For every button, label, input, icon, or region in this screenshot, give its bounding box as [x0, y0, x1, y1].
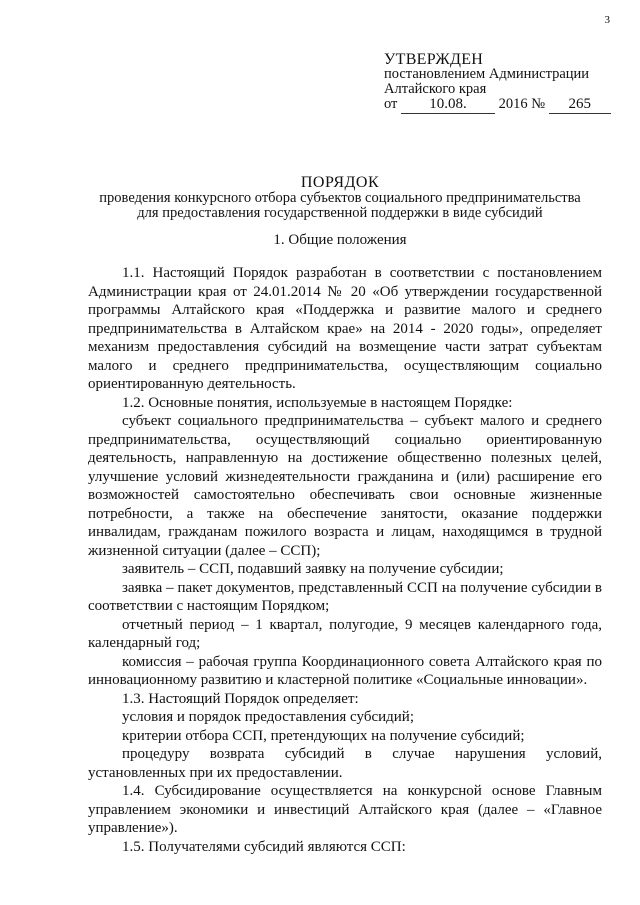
- list-item-refund: процедуру возврата субсидий в случае нарушения условий, установленных при их предоставлении.: [88, 746, 602, 781]
- definition-applicant: заявитель – ССП, подавший заявку на получение субсидии;: [122, 561, 504, 577]
- section-heading: 1. Общие положения: [273, 232, 407, 248]
- approval-stamp-block: [384, 52, 624, 114]
- document-subtitle-line-2: для предоставления государственной поддержки в виде субсидий: [137, 205, 543, 221]
- paragraph-1-1: 1.1. Настоящий Порядок разработан в соответствии с постановлением Администрации края от 24.01.2014 № 20 «Об утверждении государственной программы Алтайского края «Поддержка и развитие малого и среднего предпринимательства в Алтайском крае» на 2014 - 2020 годы», определяет механизм предоставления субсидий на возмещение части затрат субъектам малого и среднего предпринимательства, осуществляющим социально ориентированную деятельность.: [88, 265, 602, 392]
- approval-line-2: Алтайского края: [384, 81, 487, 97]
- paragraph-1-3: 1.3. Настоящий Порядок определяет:: [122, 690, 359, 707]
- paragraph-1-5: 1.5. Получателями субсидий являются ССП:: [122, 838, 406, 855]
- paragraph-1-2: 1.2. Основные понятия, используемые в настоящем Порядке:: [122, 394, 513, 411]
- definition-reporting-period: отчетный период – 1 квартал, полугодие, 9 месяцев календарного года, календарный год;: [88, 616, 602, 651]
- document-subtitle-line-1: проведения конкурсного отбора субъектов социального предпринимательства: [99, 190, 581, 206]
- approval-line-1: постановлением Администрации: [384, 66, 590, 82]
- approval-date-field: 10.08.: [401, 98, 495, 114]
- definition-commission: комиссия – рабочая группа Координационного совета Алтайского края по инновационному развитию и кластерной политике «Социальные инновации».: [88, 653, 602, 688]
- definition-ssp: субъект социального предпринимательства – субъект малого и среднего предпринимательства, осуществляющий социально ориентированную деятельность, направленную на достижение общественно полезных целей, улучшение условий жизнедеятельности гражданина и (или) расширение его возможностей самостоятельно обеспечивать свои основные жизненные потребности, а также на обеспечение занятости, оказание поддержки инвалидам, гражданам пожилого возраста и лицам, находящимся в трудной жизненной ситуации (далее – ССП);: [88, 413, 602, 559]
- definition-application: заявка – пакет документов, представленный ССП на получение субсидии в соответствии с настоящим Порядком;: [88, 579, 602, 614]
- document-title: ПОРЯДОК: [300, 174, 380, 191]
- page-number: 3: [604, 14, 610, 26]
- approval-year-label: 2016 №: [498, 96, 546, 112]
- approval-heading: УТВЕРЖДЕН: [384, 51, 484, 68]
- approval-date-row: [384, 97, 624, 114]
- list-item-criteria: критерии отбора ССП, претендующих на получение субсидий;: [122, 727, 525, 744]
- document-title-block: [60, 175, 620, 221]
- list-item-conditions: условия и порядок предоставления субсидий;: [122, 709, 414, 725]
- approval-number-field: 265: [549, 98, 611, 114]
- approval-from-label: от: [384, 96, 398, 112]
- paragraph-1-4: 1.4. Субсидирование осуществляется на конкурсной основе Главным управлением экономики и инвестиций Алтайского края (далее – «Главное управление»).: [88, 783, 602, 836]
- document-body: [88, 264, 602, 856]
